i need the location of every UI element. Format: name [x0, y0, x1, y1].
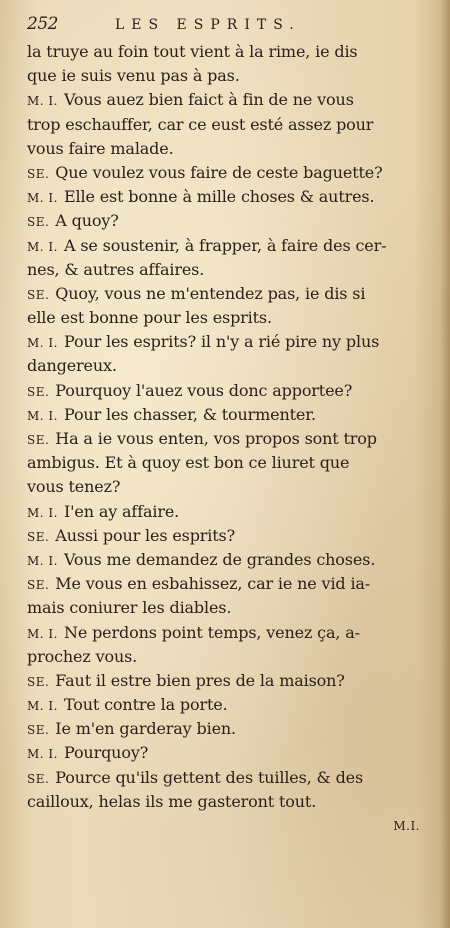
- dialogue-text: [27, 40, 432, 814]
- line-text: Quoy, vous ne m'entendez pas, ie dis si: [55, 283, 366, 303]
- text-line: [27, 258, 432, 282]
- text-line: [27, 330, 432, 354]
- text-line: [27, 741, 432, 765]
- text-line: [27, 354, 432, 378]
- line-text: Aussi pour les esprits?: [55, 525, 236, 545]
- text-line: [27, 766, 432, 790]
- line-text: trop eschauffer, car ce eust esté assez pour: [27, 114, 374, 134]
- speaker-label: SE.: [27, 287, 50, 302]
- text-line: [27, 572, 432, 596]
- line-text: Elle est bonne à mille choses & autres.: [63, 187, 375, 207]
- text-line: [27, 693, 432, 717]
- line-text: vous tenez?: [27, 477, 121, 497]
- line-text: Faut il estre bien pres de la maison?: [55, 670, 345, 690]
- text-line: [27, 113, 432, 137]
- speaker-label: SE.: [27, 166, 50, 181]
- text-line: [27, 161, 432, 185]
- speaker-label: M. I.: [27, 747, 58, 762]
- page-header: [27, 14, 432, 40]
- speaker-label: SE.: [27, 433, 50, 447]
- page-edge-shadow: [440, 0, 450, 928]
- speaker-label: SE.: [27, 674, 50, 689]
- line-text: A quoy?: [55, 211, 119, 231]
- text-line: [27, 500, 432, 524]
- speaker-label: M. I.: [27, 505, 58, 520]
- text-line: [27, 185, 432, 209]
- text-line: [27, 209, 432, 233]
- text-line: [27, 427, 432, 451]
- line-text: Vous me demandez de grandes choses.: [63, 549, 376, 569]
- speaker-label: M. I.: [27, 626, 58, 641]
- speaker-label: SE.: [27, 771, 50, 786]
- line-text: Me vous en esbahissez, car ie ne vid ia-: [55, 574, 371, 594]
- text-line: [27, 621, 432, 645]
- speaker-label: SE.: [27, 215, 50, 230]
- text-line: [27, 282, 432, 306]
- text-line: [27, 40, 432, 64]
- line-text: que ie suis venu pas à pas.: [27, 66, 240, 86]
- text-line: [27, 717, 432, 741]
- speaker-label: SE.: [27, 529, 50, 544]
- speaker-label: SE.: [27, 384, 50, 399]
- speaker-label: M. I.: [27, 699, 58, 714]
- text-line: [27, 790, 432, 814]
- line-text: la truye au foin tout vient à la rime, ie dis: [27, 42, 358, 61]
- line-text: cailloux, helas ils me gasteront tout.: [27, 791, 317, 811]
- speaker-label: M. I.: [27, 408, 58, 423]
- text-line: [27, 596, 432, 620]
- text-line: [27, 645, 432, 669]
- line-text: Ne perdons point temps, venez ça, a-: [63, 622, 360, 642]
- text-line: [27, 524, 432, 548]
- text-line: [27, 403, 432, 427]
- line-text: vous faire malade.: [27, 138, 174, 158]
- line-text: Pour les chasser, & tourmenter.: [63, 404, 316, 424]
- line-text: elle est bonne pour les esprits.: [27, 308, 272, 328]
- catchword: M.I.: [393, 819, 420, 833]
- line-text: nes, & autres affaires.: [27, 259, 205, 279]
- line-text: prochez vous.: [27, 646, 138, 666]
- line-text: A se soustenir, à frapper, à faire des cer-: [63, 235, 387, 255]
- text-line: [27, 306, 432, 330]
- speaker-label: M. I.: [27, 336, 58, 351]
- text-line: [27, 451, 432, 475]
- line-text: mais coniurer les diables.: [27, 598, 232, 618]
- line-text: Ie m'en garderay bien.: [55, 719, 236, 739]
- line-text: Pource qu'ils gettent des tuilles, & des: [55, 767, 364, 787]
- speaker-label: M. I.: [27, 191, 58, 206]
- line-text: I'en ay affaire.: [63, 501, 180, 521]
- text-line: [27, 137, 432, 161]
- line-text: Ha a ie vous enten, vos propos sont trop: [55, 429, 377, 448]
- line-text: Que voulez vous faire de ceste baguette?: [55, 162, 383, 182]
- text-line: [27, 64, 432, 88]
- text-line: [27, 548, 432, 572]
- running-head: LES ESPRITS.: [115, 17, 301, 33]
- text-line: [27, 475, 432, 499]
- page-number: 252: [27, 14, 58, 34]
- line-text: Vous auez bien faict à fin de ne vous: [63, 90, 354, 110]
- line-text: Pour les esprits? il n'y a rié pire ny plus: [63, 332, 380, 352]
- speaker-label: M. I.: [27, 239, 58, 254]
- text-line: [27, 379, 432, 403]
- speaker-label: M. I.: [27, 553, 58, 568]
- text-line: [27, 88, 432, 112]
- line-text: ambigus. Et à quoy est bon ce liuret que: [27, 453, 350, 473]
- text-line: [27, 234, 432, 258]
- text-line: [27, 669, 432, 693]
- speaker-label: SE.: [27, 723, 50, 738]
- speaker-label: SE.: [27, 578, 50, 593]
- line-text: Pourquoy l'auez vous donc apportee?: [55, 380, 353, 400]
- line-text: Pourquoy?: [63, 743, 149, 763]
- line-text: Tout contre la porte.: [63, 695, 228, 715]
- line-text: dangereux.: [27, 356, 117, 376]
- speaker-label: M. I.: [27, 94, 58, 109]
